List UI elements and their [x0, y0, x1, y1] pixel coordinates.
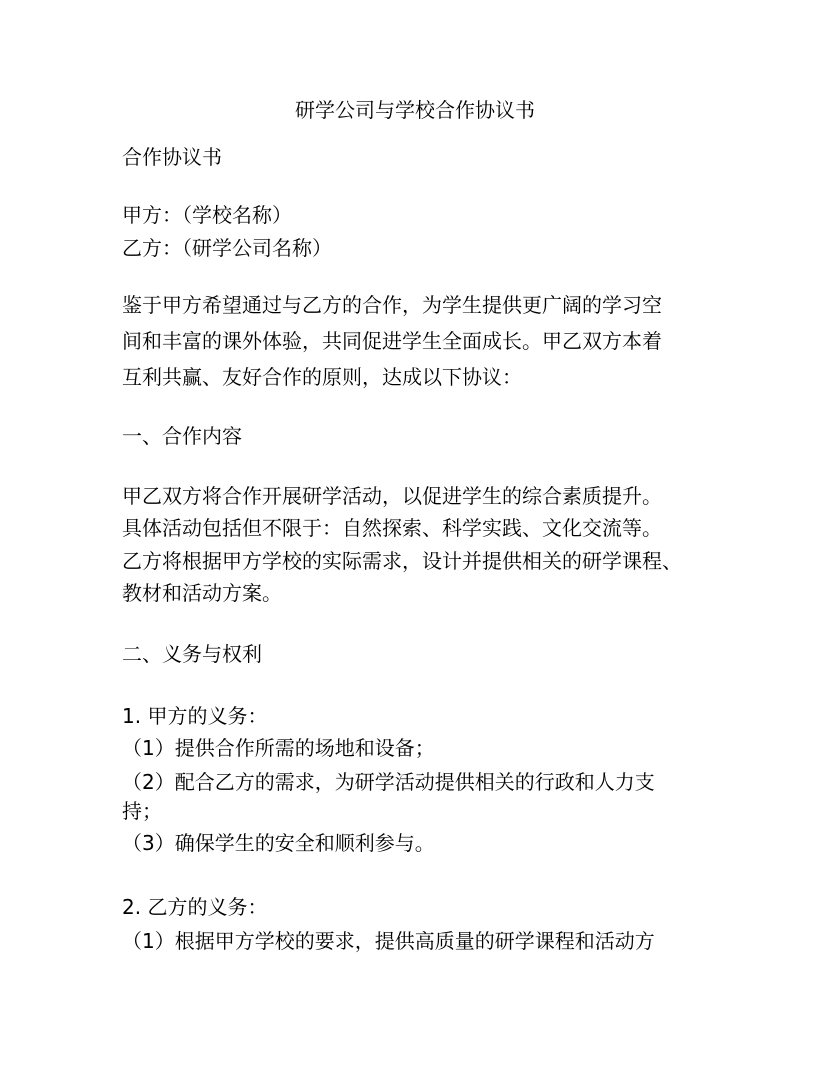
sub-heading: 1. 甲方的义务： [122, 704, 268, 728]
preamble-line: 互利共赢、友好合作的原则，达成以下协议： [122, 365, 522, 389]
list-item: （2）配合乙方的需求，为研学活动提供相关的行政和人力支 [122, 770, 655, 794]
list-item: （1）提供合作所需的场地和设备； [122, 736, 435, 760]
body-line: 甲乙双方将合作开展研学活动，以促进学生的综合素质提升。 [122, 484, 662, 508]
party-b: 乙方：（研学公司名称） [122, 236, 332, 260]
party-a: 甲方：（学校名称） [122, 203, 292, 227]
section-heading: 二、义务与权利 [122, 642, 262, 666]
preamble-line: 间和丰富的课外体验，共同促进学生全面成长。甲乙双方本着 [122, 329, 662, 353]
sub-heading: 2. 乙方的义务： [122, 895, 268, 919]
body-line: 教材和活动方案。 [122, 581, 282, 605]
document-title: 研学公司与学校合作协议书 [295, 98, 535, 122]
preamble-line: 鉴于甲方希望通过与乙方的合作，为学生提供更广阔的学习空 [122, 293, 662, 317]
list-item: （1）根据甲方学校的要求，提供高质量的研学课程和活动方 [122, 929, 655, 953]
body-line: 具体活动包括但不限于：自然探索、科学实践、文化交流等。 [122, 516, 662, 540]
section-heading: 一、合作内容 [122, 424, 242, 448]
body-line: 乙方将根据甲方学校的实际需求，设计并提供相关的研学课程、 [122, 549, 682, 573]
subtitle: 合作协议书 [122, 145, 222, 169]
list-item: 持； [122, 799, 162, 823]
list-item: （3）确保学生的安全和顺利参与。 [122, 831, 435, 855]
